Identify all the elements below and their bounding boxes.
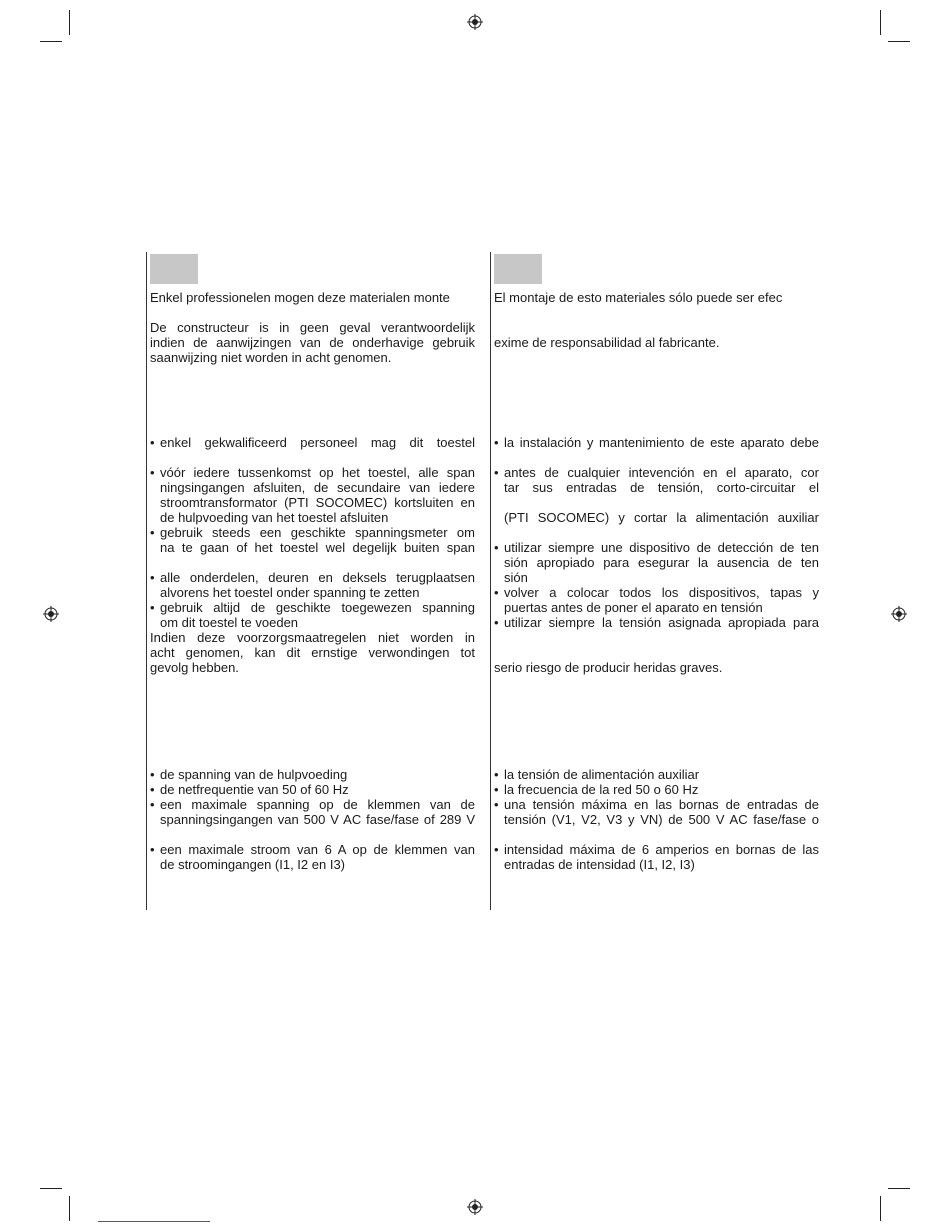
list-item: • een maximale stroom van 6 A op de klemmen van de stroomingangen (I1, I2 en I3) bbox=[150, 842, 475, 872]
crop-mark-icon bbox=[880, 10, 881, 35]
language-tab-left bbox=[150, 254, 198, 284]
list-item: • la instalación y mantenimiento de este aparato debe bbox=[494, 435, 819, 450]
list-item: • alle onderdelen, deuren en deksels terugplaatsen alvorens het toestel onder spanning te zetten bbox=[150, 570, 475, 600]
crop-mark-icon bbox=[880, 1196, 881, 1221]
list-item: • de netfrequentie van 50 of 60 Hz bbox=[150, 782, 349, 797]
registration-mark-icon bbox=[43, 606, 59, 622]
list-item: • la tensión de alimentación auxiliar bbox=[494, 767, 700, 782]
list-item: • vóór iedere tussenkomst op het toestel, alle span ningsingangen afsluiten, de secundaire van iedere stroomtransformator (PTI SOCOMEC) kortsluiten en de hulpvoeding van het toestel afsluiten bbox=[150, 465, 475, 525]
list-item: • utilizar siempre une dispositivo de detección de ten sión apropiado para esegurar la ausencia de ten sión bbox=[494, 540, 819, 585]
list-item: • enkel gekwalificeerd personeel mag dit toestel bbox=[150, 435, 475, 450]
list-item: • een maximale spanning op de klemmen van de spanningsingangen van 500 V AC fase/fase of 289 V bbox=[150, 797, 475, 827]
list-item-continuation: (PTI SOCOMEC) y cortar la alimentación auxiliar bbox=[504, 510, 819, 525]
crop-mark-icon bbox=[69, 1196, 70, 1221]
list-item: • de spanning van de hulpvoeding bbox=[150, 767, 348, 782]
list-item: • antes de cualquier intevención en el aparato, cor tar sus entradas de tensión, corto-circuitar el bbox=[494, 465, 819, 495]
list-item: • utilizar siempre la tensión asignada apropiada para bbox=[494, 615, 819, 630]
registration-mark-icon bbox=[467, 1199, 483, 1215]
right-disclaimer: exime de responsabilidad al fabricante. bbox=[494, 335, 720, 350]
list-item: • gebruik steeds een geschikte spanningsmeter om na te gaan of het toestel wel degelijk buiten span bbox=[150, 525, 475, 555]
registration-mark-icon bbox=[467, 14, 483, 30]
crop-mark-icon bbox=[888, 41, 910, 42]
footer-line bbox=[98, 1221, 210, 1222]
right-intro: El montaje de esto materiales sólo puede ser efec bbox=[494, 290, 783, 305]
language-tab-right bbox=[494, 254, 542, 284]
right-warning: serio riesgo de producir heridas graves. bbox=[494, 660, 723, 675]
left-disclaimer: De constructeur is in geen geval verantwoordelijk indien de aanwijzingen van de onderhavige gebruik saanwijzing niet worden in acht genomen. bbox=[150, 320, 475, 365]
registration-mark-icon bbox=[891, 606, 907, 622]
left-intro: Enkel professionelen mogen deze materialen monte bbox=[150, 290, 450, 305]
list-item: • una tensión máxima en las bornas de entradas de tensión (V1, V2, V3 y VN) de 500 V AC fase/fase o bbox=[494, 797, 819, 827]
list-item: • intensidad máxima de 6 amperios en bornas de las entradas de intensidad (I1, I2, I3) bbox=[494, 842, 819, 872]
left-warning: Indien deze voorzorgsmaatregelen niet worden in acht genomen, kan dit ernstige verwondingen tot gevolg hebben. bbox=[150, 630, 475, 675]
list-item: • volver a colocar todos los dispositivos, tapas y puertas antes de poner el aparato en tensión bbox=[494, 585, 819, 615]
crop-mark-icon bbox=[40, 41, 62, 42]
right-column-rule bbox=[490, 252, 491, 910]
crop-mark-icon bbox=[40, 1188, 62, 1189]
crop-mark-icon bbox=[888, 1188, 910, 1189]
left-column-rule bbox=[146, 252, 147, 910]
list-item: • la frecuencia de la red 50 o 60 Hz bbox=[494, 782, 699, 797]
crop-mark-icon bbox=[69, 10, 70, 35]
list-item: • gebruik altijd de geschikte toegewezen spanning om dit toestel te voeden bbox=[150, 600, 475, 630]
